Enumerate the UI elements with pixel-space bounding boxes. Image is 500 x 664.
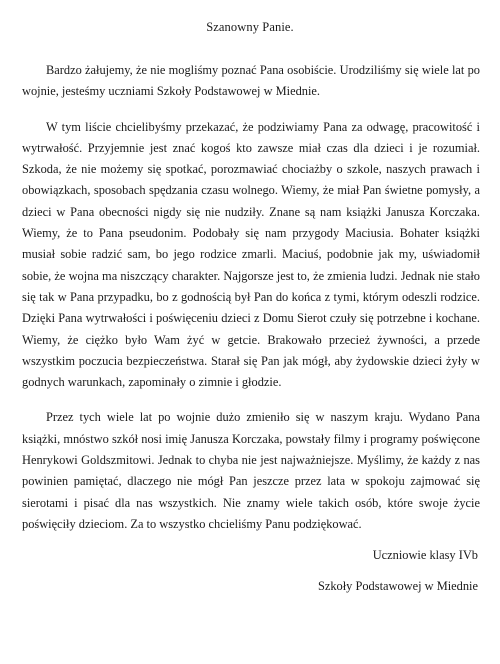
letter-paragraph-2: W tym liście chcielibyśmy przekazać, że podziwiamy Pana za odwagę, pracowitość i wytrwałość. Przyjemnie jest znać kogoś kto zawsze miał czas dla dzieci i je rozumiał. Szkoda, że nie możemy się spotkać, porozmawiać chociażby o szkole, naszych prawach i obowiązkach, sposobach spędzania czasu wolnego. Wiemy, że miał Pan świetne pomysły, a dzieci w Pana obecności nigdy się nie nudziły. Znane są nam książki Janusza Korczaka. Wiemy, że to Pana pseudonim. Podobały się nam przygody Maciusia. Bohater książki musiał sobie radzić sam, bo jego rodzice zmarli. Maciuś, podobnie jak my, uświadomił sobie, że wojna ma niszczący charakter. Najgorsze jest to, że zmienia ludzi. Jednak nie stało się tak w Pana przypadku, bo z godnością był Pan do końca z tymi, którym odeszli rodzice. Dzięki Pana wytrwałości i poświęceniu dzieci z Domu Sierot czuły się potrzebne i kochane. Wiemy, że ciężko było Wam żyć w getcie. Brakowało przecież żywności, a przede wszystkim poczucia bezpieczeństwa. Starał się Pan jak mógł, aby żydowskie dzieci żyły w godnych warunkach, zapominały o zimnie i głodzie. xyxy=(22,119,480,390)
signature-line-school: Szkoły Podstawowej w Miednie xyxy=(317,579,478,593)
letter-signature xyxy=(318,545,478,597)
signature-line-class: Uczniowie klasy IVb xyxy=(372,548,478,562)
letter-salutation: Szanowny Panie. xyxy=(206,20,294,34)
letter-paragraph-1: Bardzo żałujemy, że nie mogliśmy poznać Pana osobiście. Urodziliśmy się wiele lat po wojnie, jesteśmy uczniami Szkoły Podstawowej w Miednie. xyxy=(22,63,480,99)
letter-body xyxy=(22,60,480,535)
letter-paragraph-3: Przez tych wiele lat po wojnie dużo zmieniło się w naszym kraju. Wydano Pana książki, mnóstwo szkół nosi imię Janusza Korczaka, powstały filmy i programy poświęcone Henrykowi Goldszmitowi. Jednak to chyba nie jest najważniejsze. Myślimy, że każdy z nas powinien pamiętać, dlaczego nie mógł Pan jeszcze przez lata w spokoju zajmować się sierotami i pisać dla nas wszystkich. Nie znamy wiele takich osób, które swoje życie poświęciły dzieciom. Za to wszystko chcieliśmy Panu podziękować. xyxy=(22,410,480,531)
